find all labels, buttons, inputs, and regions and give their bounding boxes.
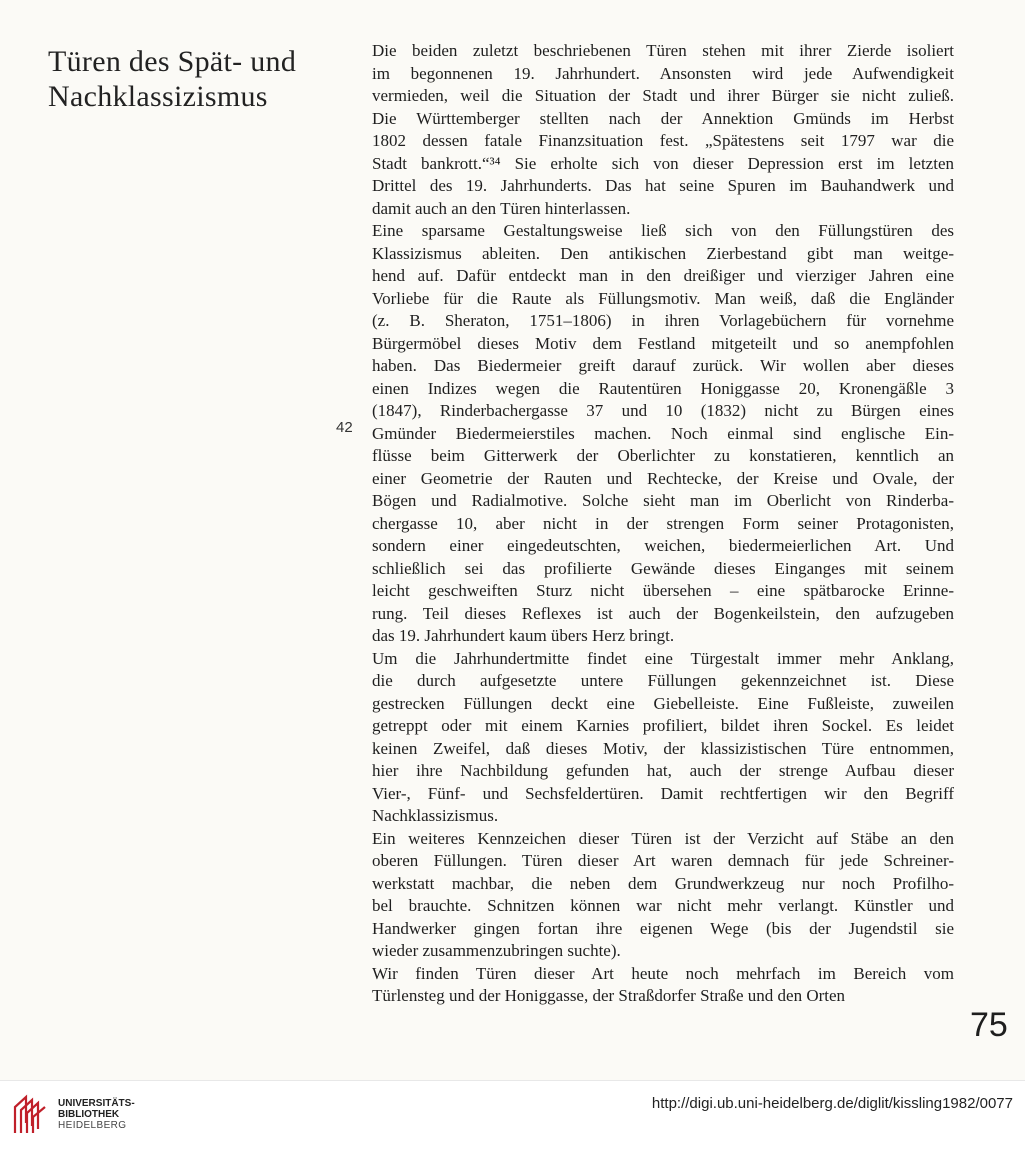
- text-line: die durch aufgesetzte untere Füllungen gekennzeichnet ist. Diese: [372, 671, 954, 690]
- text-line: haben. Das Biedermeier greift darauf zurück. Wir wollen aber dieses: [372, 356, 954, 375]
- heading-line: Nachklassizismus: [48, 80, 268, 113]
- text-line: sondern einer eingedeutschten, weichen, biedermeierlichen Art. Und: [372, 536, 954, 555]
- text-line: Ein weiteres Kennzeichen dieser Türen ist der Verzicht auf Stäbe an den: [372, 828, 954, 848]
- text-line: (1847), Rinderbachergasse 37 und 10 (1832) nicht zu Bürgen eines: [372, 401, 954, 420]
- text-line: Bürgermöbel dieses Motiv dem Festland mitgeteilt und so anempfohlen: [372, 333, 954, 353]
- text-line: Drittel des 19. Jahrhunderts. Das hat seine Spuren im Bauhandwerk und: [372, 176, 954, 195]
- text-line: Nachklassizismus.: [372, 806, 499, 825]
- text-line: Gmünder Biedermeierstiles machen. Noch einmal sind englische Ein-: [372, 423, 954, 443]
- text-line: Klassizismus ableiten. Den antikischen Zierbestand gibt man weitge-: [372, 243, 954, 263]
- text-line: getreppt oder mit einem Karnies profiliert, bildet ihren Sockel. Es leidet: [372, 716, 954, 735]
- text-line: das 19. Jahrhundert kaum übers Herz bringt.: [372, 626, 675, 645]
- text-line: keinen Zweifel, daß dieses Motiv, der klassizistischen Türe entnommen,: [372, 738, 954, 758]
- text-line: Handwerker gingen fortan ihre eigenen Wege (bis der Jugendstil sie: [372, 918, 954, 938]
- text-line: einen Indizes wegen die Rautentüren Honiggasse 20, Kronengäßle 3: [372, 378, 954, 398]
- text-line: rung. Teil dieses Reflexes ist auch der Bogenkeilstein, den aufzugeben: [372, 603, 954, 623]
- text-line: Wir finden Türen dieser Art heute noch mehrfach im Bereich vom: [372, 963, 954, 983]
- text-line: im begonnenen 19. Jahrhundert. Ansonsten wird jede Aufwendigkeit: [372, 63, 954, 83]
- text-line: Um die Jahrhundertmitte findet eine Türgestalt immer mehr Anklang,: [372, 648, 954, 668]
- paragraph: [372, 648, 954, 828]
- source-url-link[interactable]: http://digi.ub.uni-heidelberg.de/diglit/kissling1982/0077: [651, 1095, 1013, 1112]
- figure-reference: 42: [336, 419, 353, 436]
- text-line: flüsse beim Gitterwerk der Oberlichter zu konstatieren, kenntlich an: [372, 446, 954, 465]
- library-logo-icon: [12, 1093, 50, 1135]
- text-line: Stadt bankrott.“³⁴ Sie erholte sich von dieser Depression erst im letzten: [372, 153, 954, 173]
- library-name-line: BIBLIOTHEK: [58, 1109, 120, 1120]
- text-line: wieder zusammenzubringen suchte).: [372, 941, 621, 960]
- text-line: chergasse 10, aber nicht in der strengen Form seiner Protagonisten,: [372, 513, 954, 533]
- text-line: leicht geschweiften Sturz nicht übersehen – eine spätbarocke Erinne-: [372, 581, 954, 600]
- paragraph: [372, 40, 954, 220]
- library-name-line: UNIVERSITÄTS-: [58, 1098, 135, 1109]
- text-line: Türlensteg und der Honiggasse, der Straßdorfer Straße und den Orten: [372, 986, 846, 1005]
- text-line: 1802 dessen fatale Finanzsituation fest. „Spätestens seit 1797 war die: [372, 131, 954, 150]
- paragraph: [372, 963, 954, 1008]
- library-name-line: HEIDELBERG: [58, 1120, 127, 1131]
- heading-line: Türen des Spät- und: [48, 45, 297, 78]
- text-line: Vier-, Fünf- und Sechsfeldertüren. Damit rechtfertigen wir den Begriff: [372, 783, 954, 803]
- text-line: schließlich sei das profilierte Gewände dieses Einganges mit seinem: [372, 558, 954, 578]
- paragraph: [372, 828, 954, 963]
- text-line: (z. B. Sheraton, 1751–1806) in ihren Vorlagebüchern für vornehme: [372, 311, 954, 330]
- page-number: 75: [970, 1006, 1008, 1044]
- text-line: damit auch an den Türen hinterlassen.: [372, 198, 631, 218]
- text-line: bel brauchte. Schnitzen können war nicht mehr verlangt. Künstler und: [372, 896, 954, 915]
- library-name: [58, 1098, 135, 1131]
- text-line: hier ihre Nachbildung gefunden hat, auch der strenge Aufbau dieser: [372, 761, 954, 780]
- paragraph: [372, 220, 954, 648]
- section-heading: [48, 44, 348, 114]
- text-line: oberen Füllungen. Türen dieser Art waren demnach für jede Schreiner-: [372, 851, 954, 870]
- text-line: Bögen und Radialmotive. Solche sieht man im Oberlicht von Rinderba-: [372, 491, 954, 510]
- text-line: Vorliebe für die Raute als Füllungsmotiv. Man weiß, daß die Engländer: [372, 288, 954, 308]
- text-line: einer Geometrie der Rauten und Rechtecke, der Kreise und Ovale, der: [372, 468, 954, 488]
- text-line: werkstatt machbar, die neben dem Grundwerkzeug nur noch Profilho-: [372, 873, 954, 893]
- text-line: Eine sparsame Gestaltungsweise ließ sich von den Füllungstüren des: [372, 221, 954, 240]
- text-line: Die Württemberger stellten nach der Annektion Gmünds im Herbst: [372, 108, 954, 128]
- body-text: [372, 40, 954, 1008]
- text-line: gestrecken Füllungen deckt eine Giebelleiste. Eine Fußleiste, zuweilen: [372, 693, 954, 713]
- text-line: vermieden, weil die Situation der Stadt und ihrer Bürger sie nicht zuließ.: [372, 86, 954, 105]
- text-line: Die beiden zuletzt beschriebenen Türen stehen mit ihrer Zierde isoliert: [372, 41, 954, 60]
- text-line: hend auf. Dafür entdeckt man in den dreißiger und vierziger Jahren eine: [372, 266, 954, 285]
- footer: [0, 1080, 1025, 1156]
